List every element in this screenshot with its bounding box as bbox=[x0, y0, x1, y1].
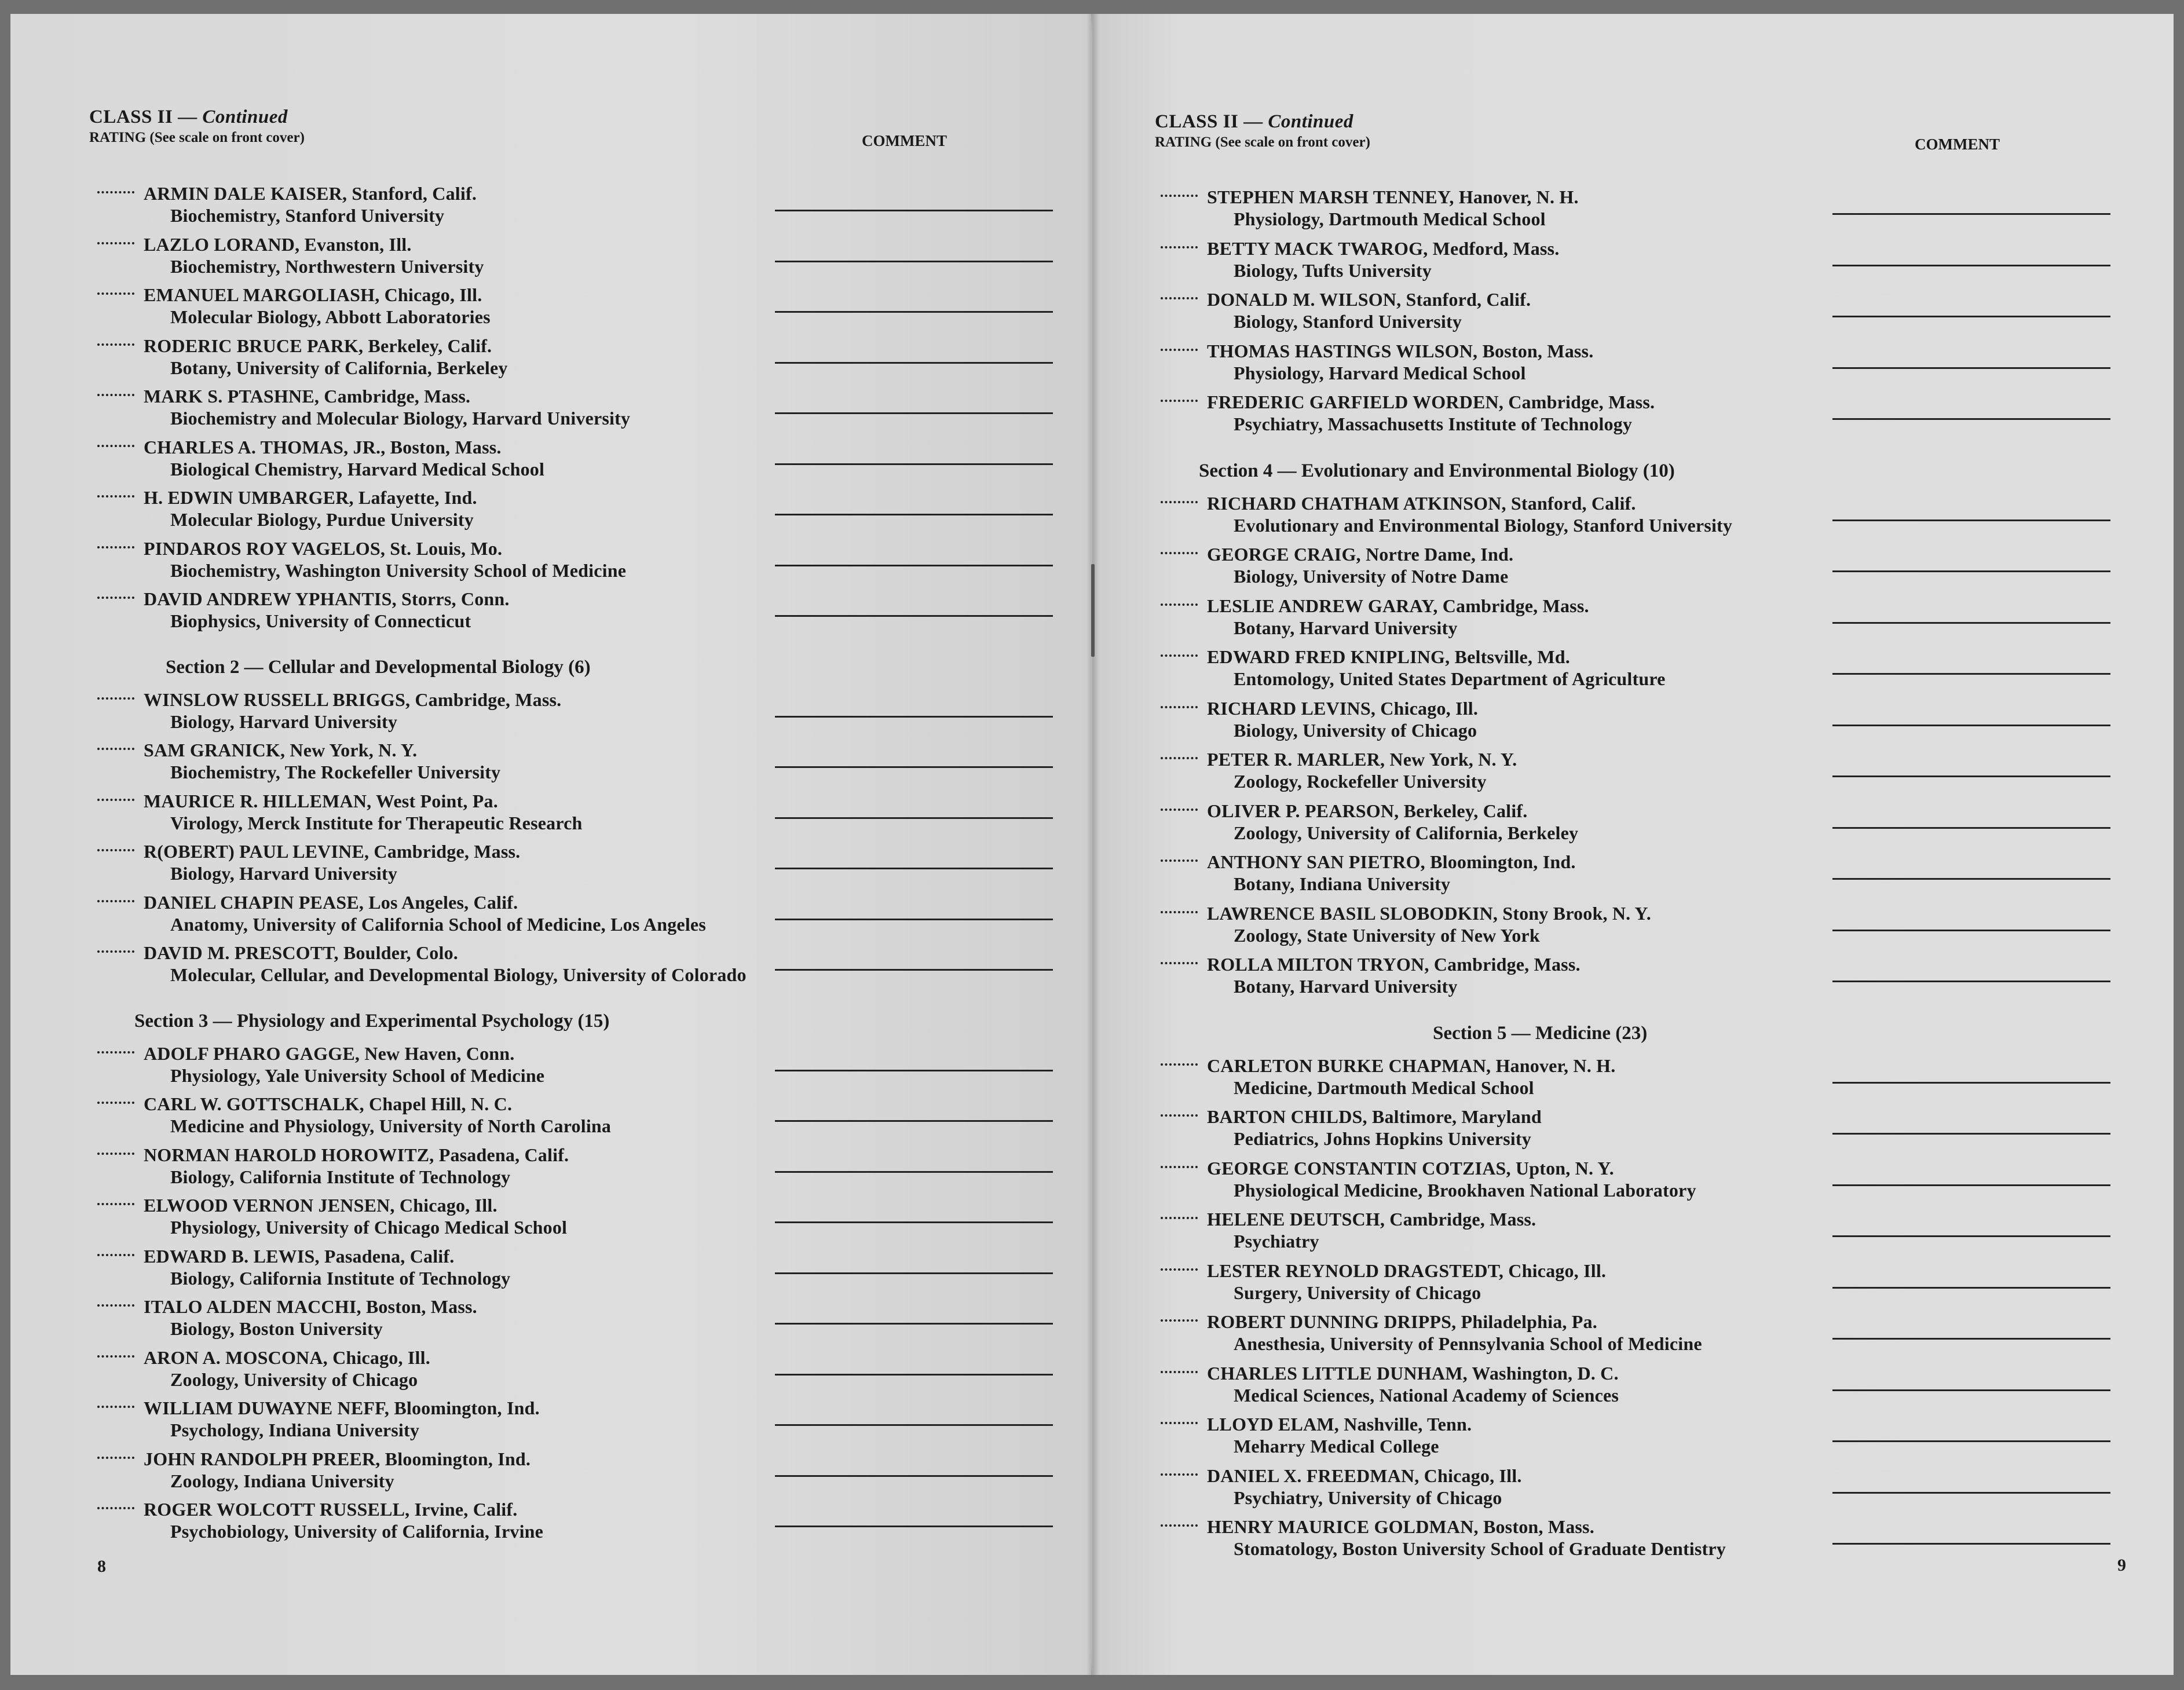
right-page bbox=[1092, 14, 2174, 1675]
member-affiliation: Anatomy, University of California School of Medicine, Los Angeles bbox=[170, 913, 706, 935]
rating-blank[interactable] bbox=[1161, 400, 1198, 402]
comment-line[interactable] bbox=[1832, 570, 2110, 572]
rating-blank[interactable] bbox=[97, 546, 134, 548]
member-affiliation: Molecular Biology, Purdue University bbox=[170, 509, 474, 530]
rating-blank[interactable] bbox=[97, 1304, 134, 1307]
member-entry bbox=[97, 1195, 1070, 1241]
member-affiliation: Psychology, Indiana University bbox=[170, 1420, 420, 1440]
rating-blank[interactable] bbox=[1161, 757, 1198, 759]
rating-blank[interactable] bbox=[1161, 501, 1198, 503]
member-name: DANIEL X. FREEDMAN, Chicago, Ill. bbox=[1207, 1465, 1522, 1486]
member-entry bbox=[97, 386, 1070, 432]
member-name: MAURICE R. HILLEMAN, West Point, Pa. bbox=[144, 790, 498, 811]
member-name: SAM GRANICK, New York, N. Y. bbox=[144, 740, 418, 760]
rating-blank[interactable] bbox=[1161, 246, 1198, 248]
left-header-title-text: CLASS II — bbox=[89, 107, 197, 127]
member-name: MARK S. PTASHNE, Cambridge, Mass. bbox=[144, 386, 471, 407]
comment-line[interactable] bbox=[775, 514, 1053, 515]
comment-line[interactable] bbox=[775, 463, 1053, 465]
member-entry bbox=[1161, 238, 2145, 284]
comment-line[interactable] bbox=[1832, 725, 2110, 726]
rating-blank[interactable] bbox=[97, 1153, 134, 1155]
left-page-number: 8 bbox=[97, 1557, 106, 1576]
member-name: H. EDWIN UMBARGER, Lafayette, Ind. bbox=[144, 487, 477, 508]
comment-line[interactable] bbox=[1832, 316, 2110, 317]
member-entry bbox=[97, 538, 1070, 584]
right-header-title-italic: Continued bbox=[1268, 111, 1353, 132]
member-name: THOMAS HASTINGS WILSON, Boston, Mass. bbox=[1207, 340, 1594, 361]
comment-line[interactable] bbox=[1832, 213, 2110, 215]
member-entry bbox=[97, 335, 1070, 382]
right-rating-label: RATING (See scale on front cover) bbox=[1155, 134, 1370, 150]
member-entry bbox=[1161, 392, 2145, 438]
rating-blank[interactable] bbox=[1161, 1166, 1198, 1168]
comment-line[interactable] bbox=[775, 1424, 1053, 1426]
rating-blank[interactable] bbox=[1161, 706, 1198, 708]
rating-blank[interactable] bbox=[97, 950, 134, 953]
member-entry bbox=[1161, 800, 2145, 847]
comment-line[interactable] bbox=[1832, 418, 2110, 420]
rating-blank[interactable] bbox=[97, 1254, 134, 1256]
member-affiliation: Molecular, Cellular, and Developmental Biology, University of Colorado bbox=[170, 964, 747, 985]
comment-line[interactable] bbox=[1832, 1184, 2110, 1186]
comment-line[interactable] bbox=[775, 817, 1053, 819]
rating-blank[interactable] bbox=[1161, 1422, 1198, 1424]
left-header-title-italic: Continued bbox=[202, 107, 288, 127]
comment-line[interactable] bbox=[775, 412, 1053, 414]
member-name: EDWARD B. LEWIS, Pasadena, Calif. bbox=[144, 1245, 455, 1267]
member-name: DANIEL CHAPIN PEASE, Los Angeles, Calif. bbox=[144, 891, 518, 913]
rating-blank[interactable] bbox=[1161, 1319, 1198, 1322]
comment-line[interactable] bbox=[775, 1526, 1053, 1527]
rating-blank[interactable] bbox=[97, 292, 134, 295]
member-affiliation: Entomology, United States Department of Agriculture bbox=[1234, 668, 1666, 689]
right-header-title bbox=[1155, 111, 1353, 133]
rating-blank[interactable] bbox=[97, 1203, 134, 1205]
member-entry bbox=[1161, 1516, 2145, 1563]
member-affiliation: Botany, Harvard University bbox=[1234, 976, 1458, 997]
member-entry bbox=[1161, 749, 2145, 795]
right-header-title-text: CLASS II — bbox=[1155, 111, 1263, 132]
member-affiliation: Medicine, Dartmouth Medical School bbox=[1234, 1077, 1534, 1098]
member-entry bbox=[1161, 1260, 2145, 1307]
member-entry bbox=[1161, 903, 2145, 949]
member-entry bbox=[1161, 493, 2145, 539]
member-affiliation: Botany, University of California, Berkeley bbox=[170, 357, 508, 378]
member-affiliation: Virology, Merck Institute for Therapeutic Research bbox=[170, 812, 583, 833]
member-entry bbox=[1161, 1209, 2145, 1255]
member-entry bbox=[1161, 1363, 2145, 1409]
member-entry bbox=[97, 791, 1070, 837]
rating-blank[interactable] bbox=[1161, 809, 1198, 811]
rating-blank[interactable] bbox=[97, 1507, 134, 1509]
member-entry bbox=[97, 1043, 1070, 1089]
member-affiliation: Medicine and Physiology, University of North Carolina bbox=[170, 1115, 612, 1136]
member-name: LLOYD ELAM, Nashville, Tenn. bbox=[1207, 1414, 1472, 1435]
comment-line[interactable] bbox=[1832, 827, 2110, 829]
comment-line[interactable] bbox=[1832, 622, 2110, 624]
comment-line[interactable] bbox=[1832, 1235, 2110, 1237]
member-entry bbox=[1161, 1158, 2145, 1204]
member-affiliation: Psychobiology, University of California, Irvine bbox=[170, 1521, 544, 1542]
member-affiliation: Biochemistry and Molecular Biology, Harvard University bbox=[170, 408, 631, 429]
member-name: FREDERIC GARFIELD WORDEN, Cambridge, Mass. bbox=[1207, 392, 1655, 412]
member-name: LAZLO LORAND, Evanston, Ill. bbox=[144, 233, 412, 255]
comment-line[interactable] bbox=[1832, 1082, 2110, 1084]
member-entry bbox=[97, 1296, 1070, 1343]
rating-blank[interactable] bbox=[1161, 1217, 1198, 1219]
member-affiliation: Biology, University of Notre Dame bbox=[1234, 566, 1509, 587]
member-entry bbox=[97, 487, 1070, 533]
comment-line[interactable] bbox=[775, 969, 1053, 971]
member-name: PETER R. MARLER, New York, N. Y. bbox=[1207, 749, 1517, 770]
member-entry bbox=[1161, 1106, 2145, 1153]
member-name: OLIVER P. PEARSON, Berkeley, Calif. bbox=[1207, 800, 1528, 821]
rating-blank[interactable] bbox=[1161, 1114, 1198, 1117]
member-affiliation: Biology, Harvard University bbox=[170, 711, 398, 732]
member-affiliation: Zoology, Rockefeller University bbox=[1234, 771, 1487, 792]
rating-blank[interactable] bbox=[97, 1102, 134, 1104]
rating-blank[interactable] bbox=[1161, 654, 1198, 657]
comment-line[interactable] bbox=[775, 766, 1053, 768]
rating-blank[interactable] bbox=[1161, 603, 1198, 606]
member-affiliation: Physiology, Harvard Medical School bbox=[1234, 362, 1526, 383]
rating-blank[interactable] bbox=[1161, 911, 1198, 913]
member-name: DONALD M. WILSON, Stanford, Calif. bbox=[1207, 289, 1531, 310]
member-name: CARLETON BURKE CHAPMAN, Hanover, N. H. bbox=[1207, 1055, 1616, 1076]
member-name: STEPHEN MARSH TENNEY, Hanover, N. H. bbox=[1207, 186, 1579, 207]
right-page-number: 9 bbox=[2117, 1556, 2126, 1575]
member-affiliation: Biology, Stanford University bbox=[1234, 311, 1462, 332]
comment-line[interactable] bbox=[775, 1272, 1053, 1274]
member-entry bbox=[97, 437, 1070, 483]
member-entry bbox=[97, 740, 1070, 786]
member-entry bbox=[1161, 1311, 2145, 1358]
rating-blank[interactable] bbox=[1161, 859, 1198, 862]
rating-blank[interactable] bbox=[97, 1457, 134, 1459]
member-affiliation: Biology, Tufts University bbox=[1234, 259, 1432, 281]
member-name: CARL W. GOTTSCHALK, Chapel Hill, N. C. bbox=[144, 1093, 513, 1114]
booklet-spread bbox=[10, 14, 2174, 1675]
section-heading: Section 2 — Cellular and Developmental Biology (6) bbox=[166, 656, 591, 678]
comment-line[interactable] bbox=[775, 1323, 1053, 1325]
rating-blank[interactable] bbox=[97, 1355, 134, 1358]
member-name: HENRY MAURICE GOLDMAN, Boston, Mass. bbox=[1207, 1516, 1594, 1537]
member-entry bbox=[97, 689, 1070, 736]
rating-blank[interactable] bbox=[97, 242, 134, 244]
member-name: CHARLES LITTLE DUNHAM, Washington, D. C. bbox=[1207, 1362, 1619, 1384]
comment-line[interactable] bbox=[1832, 367, 2110, 369]
left-rating-label: RATING (See scale on front cover) bbox=[89, 130, 305, 145]
member-entry bbox=[97, 1347, 1070, 1393]
member-name: ANTHONY SAN PIETRO, Bloomington, Ind. bbox=[1207, 851, 1576, 872]
rating-blank[interactable] bbox=[97, 597, 134, 599]
member-affiliation: Botany, Harvard University bbox=[1234, 617, 1458, 638]
member-name: ARMIN DALE KAISER, Stanford, Calif. bbox=[144, 183, 477, 204]
member-affiliation: Anesthesia, University of Pennsylvania School of Medicine bbox=[1234, 1333, 1702, 1354]
left-comment-label: COMMENT bbox=[862, 132, 947, 149]
member-entry bbox=[1161, 698, 2145, 744]
comment-line[interactable] bbox=[775, 615, 1053, 617]
member-name: WILLIAM DUWAYNE NEFF, Bloomington, Ind. bbox=[144, 1398, 540, 1418]
member-entry bbox=[97, 841, 1070, 887]
comment-line[interactable] bbox=[775, 1171, 1053, 1173]
comment-line[interactable] bbox=[775, 716, 1053, 718]
member-entry bbox=[97, 1144, 1070, 1191]
member-entry bbox=[97, 942, 1070, 989]
comment-line[interactable] bbox=[775, 868, 1053, 869]
member-name: ADOLF PHARO GAGGE, New Haven, Conn. bbox=[144, 1042, 515, 1064]
member-name: CHARLES A. THOMAS, JR., Boston, Mass. bbox=[144, 436, 502, 458]
rating-blank[interactable] bbox=[97, 343, 134, 346]
member-affiliation: Medical Sciences, National Academy of Sciences bbox=[1234, 1384, 1619, 1406]
rating-blank[interactable] bbox=[1161, 1473, 1198, 1476]
member-name: RICHARD LEVINS, Chicago, Ill. bbox=[1207, 697, 1479, 719]
comment-line[interactable] bbox=[1832, 1543, 2110, 1545]
member-entry bbox=[97, 183, 1070, 229]
section-heading: Section 3 — Physiology and Experimental Psychology (15) bbox=[134, 1010, 610, 1031]
comment-line[interactable] bbox=[775, 1120, 1053, 1122]
member-entry bbox=[97, 234, 1070, 280]
member-entry bbox=[1161, 544, 2145, 590]
member-name: RODERIC BRUCE PARK, Berkeley, Calif. bbox=[144, 335, 492, 356]
member-affiliation: Zoology, Indiana University bbox=[170, 1470, 394, 1491]
rating-blank[interactable] bbox=[97, 697, 134, 700]
member-affiliation: Physiology, Yale University School of Medicine bbox=[170, 1065, 545, 1086]
member-name: EMANUEL MARGOLIASH, Chicago, Ill. bbox=[144, 284, 482, 305]
member-entry bbox=[1161, 646, 2145, 693]
comment-line[interactable] bbox=[1832, 520, 2110, 521]
right-comment-label: COMMENT bbox=[1915, 136, 2000, 153]
member-entry bbox=[1161, 1055, 2145, 1102]
comment-line[interactable] bbox=[1832, 1133, 2110, 1135]
rating-blank[interactable] bbox=[97, 394, 134, 396]
left-page bbox=[10, 14, 1091, 1675]
member-affiliation: Physiological Medicine, Brookhaven National Laboratory bbox=[1234, 1179, 1696, 1201]
rating-blank[interactable] bbox=[97, 748, 134, 750]
member-affiliation: Psychiatry, Massachusetts Institute of Technology bbox=[1234, 414, 1633, 434]
member-entry bbox=[1161, 1414, 2145, 1460]
member-entry bbox=[1161, 341, 2145, 387]
member-entry bbox=[97, 1398, 1070, 1444]
rating-blank[interactable] bbox=[1161, 1371, 1198, 1373]
rating-blank[interactable] bbox=[1161, 297, 1198, 299]
member-name: GEORGE CONSTANTIN COTZIAS, Upton, N. Y. bbox=[1207, 1157, 1614, 1179]
member-name: NORMAN HAROLD HOROWITZ, Pasadena, Calif. bbox=[144, 1144, 569, 1165]
comment-line[interactable] bbox=[1832, 1389, 2110, 1391]
comment-line[interactable] bbox=[1832, 1440, 2110, 1442]
member-name: BARTON CHILDS, Baltimore, Maryland bbox=[1207, 1106, 1542, 1127]
member-entry bbox=[97, 892, 1070, 938]
section-heading: Section 4 — Evolutionary and Environmental Biology (10) bbox=[1199, 460, 1675, 481]
member-entry bbox=[1161, 1465, 2145, 1512]
member-name: ROLLA MILTON TRYON, Cambridge, Mass. bbox=[1207, 954, 1581, 975]
comment-line[interactable] bbox=[1832, 673, 2110, 675]
member-affiliation: Biochemistry, The Rockefeller University bbox=[170, 762, 501, 782]
comment-line[interactable] bbox=[775, 565, 1053, 566]
member-entry bbox=[97, 1499, 1070, 1545]
comment-line[interactable] bbox=[1832, 1338, 2110, 1340]
member-name: PINDAROS ROY VAGELOS, St. Louis, Mo. bbox=[144, 537, 503, 559]
rating-blank[interactable] bbox=[97, 1406, 134, 1408]
comment-line[interactable] bbox=[1832, 776, 2110, 777]
member-affiliation: Molecular Biology, Abbott Laboratories bbox=[170, 306, 491, 327]
comment-line[interactable] bbox=[1832, 878, 2110, 880]
member-name: JOHN RANDOLPH PREER, Bloomington, Ind. bbox=[144, 1448, 531, 1469]
member-affiliation: Biology, University of Chicago bbox=[1234, 719, 1477, 741]
member-affiliation: Zoology, State University of New York bbox=[1234, 924, 1540, 946]
member-affiliation: Biology, California Institute of Technology bbox=[170, 1166, 511, 1187]
rating-blank[interactable] bbox=[97, 1051, 134, 1053]
member-name: LESLIE ANDREW GARAY, Cambridge, Mass. bbox=[1207, 595, 1589, 616]
member-name: WINSLOW RUSSELL BRIGGS, Cambridge, Mass. bbox=[144, 689, 562, 710]
comment-line[interactable] bbox=[1832, 1287, 2110, 1289]
comment-line[interactable] bbox=[1832, 981, 2110, 982]
comment-line[interactable] bbox=[775, 1070, 1053, 1071]
member-name: ROGER WOLCOTT RUSSELL, Irvine, Calif. bbox=[144, 1499, 518, 1520]
rating-blank[interactable] bbox=[1161, 1524, 1198, 1527]
member-affiliation: Psychiatry bbox=[1234, 1231, 1319, 1252]
member-name: GEORGE CRAIG, Nortre Dame, Ind. bbox=[1207, 544, 1514, 565]
rating-blank[interactable] bbox=[97, 191, 134, 193]
member-entry bbox=[1161, 851, 2145, 898]
member-name: DAVID ANDREW YPHANTIS, Storrs, Conn. bbox=[144, 588, 510, 609]
comment-line[interactable] bbox=[775, 311, 1053, 313]
member-entry bbox=[1161, 289, 2145, 335]
rating-blank[interactable] bbox=[97, 849, 134, 851]
comment-line[interactable] bbox=[775, 919, 1053, 920]
member-entry bbox=[97, 1093, 1070, 1140]
member-entry bbox=[97, 1246, 1070, 1292]
member-name: ITALO ALDEN MACCHI, Boston, Mass. bbox=[144, 1296, 477, 1317]
member-name: DAVID M. PRESCOTT, Boulder, Colo. bbox=[144, 942, 458, 963]
rating-blank[interactable] bbox=[97, 445, 134, 447]
member-affiliation: Biochemistry, Stanford University bbox=[170, 205, 445, 226]
comment-line[interactable] bbox=[775, 1374, 1053, 1376]
rating-blank[interactable] bbox=[97, 799, 134, 801]
rating-blank[interactable] bbox=[1161, 349, 1198, 351]
member-entry bbox=[1161, 186, 2145, 233]
member-affiliation: Biology, Harvard University bbox=[170, 863, 398, 884]
comment-line[interactable] bbox=[1832, 930, 2110, 931]
member-name: R(OBERT) PAUL LEVINE, Cambridge, Mass. bbox=[144, 841, 521, 862]
member-name: ROBERT DUNNING DRIPPS, Philadelphia, Pa. bbox=[1207, 1311, 1597, 1332]
rating-blank[interactable] bbox=[97, 495, 134, 498]
comment-line[interactable] bbox=[775, 1475, 1053, 1477]
member-affiliation: Biology, Boston University bbox=[170, 1318, 383, 1339]
member-name: EDWARD FRED KNIPLING, Beltsville, Md. bbox=[1207, 646, 1570, 667]
comment-line[interactable] bbox=[775, 210, 1053, 211]
member-name: ARON A. MOSCONA, Chicago, Ill. bbox=[144, 1347, 430, 1368]
member-affiliation: Biophysics, University of Connecticut bbox=[170, 610, 471, 631]
member-affiliation: Physiology, Dartmouth Medical School bbox=[1234, 208, 1546, 229]
comment-line[interactable] bbox=[1832, 265, 2110, 266]
member-entry bbox=[97, 588, 1070, 635]
member-name: LAWRENCE BASIL SLOBODKIN, Stony Brook, N. Y. bbox=[1207, 902, 1651, 924]
section-heading: Section 5 — Medicine (23) bbox=[1433, 1022, 1648, 1044]
member-affiliation: Pediatrics, Johns Hopkins University bbox=[1234, 1128, 1531, 1149]
member-name: HELENE DEUTSCH, Cambridge, Mass. bbox=[1207, 1209, 1537, 1230]
member-entry bbox=[1161, 595, 2145, 642]
comment-line[interactable] bbox=[1832, 1492, 2110, 1494]
member-affiliation: Biochemistry, Northwestern University bbox=[170, 255, 484, 277]
member-affiliation: Psychiatry, University of Chicago bbox=[1234, 1487, 1502, 1508]
member-affiliation: Meharry Medical College bbox=[1234, 1436, 1439, 1457]
member-name: BETTY MACK TWAROG, Medford, Mass. bbox=[1207, 237, 1560, 259]
member-name: RICHARD CHATHAM ATKINSON, Stanford, Calif. bbox=[1207, 492, 1636, 514]
member-affiliation: Evolutionary and Environmental Biology, Stanford University bbox=[1234, 514, 1733, 536]
comment-line[interactable] bbox=[775, 261, 1053, 262]
staple bbox=[1091, 564, 1095, 657]
rating-blank[interactable] bbox=[1161, 1268, 1198, 1271]
member-affiliation: Physiology, University of Chicago Medical School bbox=[170, 1217, 568, 1238]
center-fold bbox=[1086, 14, 1099, 1675]
comment-line[interactable] bbox=[775, 362, 1053, 364]
member-name: ELWOOD VERNON JENSEN, Chicago, Ill. bbox=[144, 1195, 497, 1216]
member-entry bbox=[1161, 954, 2145, 1000]
member-name: LESTER REYNOLD DRAGSTEDT, Chicago, Ill. bbox=[1207, 1260, 1607, 1281]
member-affiliation: Surgery, University of Chicago bbox=[1234, 1282, 1481, 1303]
rating-blank[interactable] bbox=[1161, 552, 1198, 554]
member-affiliation: Biochemistry, Washington University School of Medicine bbox=[170, 559, 627, 581]
left-header-title bbox=[89, 107, 288, 128]
rating-blank[interactable] bbox=[1161, 195, 1198, 197]
rating-blank[interactable] bbox=[1161, 1063, 1198, 1066]
rating-blank[interactable] bbox=[1161, 962, 1198, 964]
comment-line[interactable] bbox=[775, 1221, 1053, 1223]
member-affiliation: Stomatology, Boston University School of Graduate Dentistry bbox=[1234, 1538, 1726, 1559]
member-affiliation: Biology, California Institute of Technology bbox=[170, 1267, 511, 1289]
member-affiliation: Zoology, University of Chicago bbox=[170, 1369, 418, 1390]
member-entry bbox=[97, 284, 1070, 331]
member-affiliation: Biological Chemistry, Harvard Medical School bbox=[170, 458, 545, 480]
rating-blank[interactable] bbox=[97, 900, 134, 902]
member-entry bbox=[97, 1448, 1070, 1495]
member-affiliation: Zoology, University of California, Berkeley bbox=[1234, 822, 1579, 843]
member-affiliation: Botany, Indiana University bbox=[1234, 873, 1451, 894]
